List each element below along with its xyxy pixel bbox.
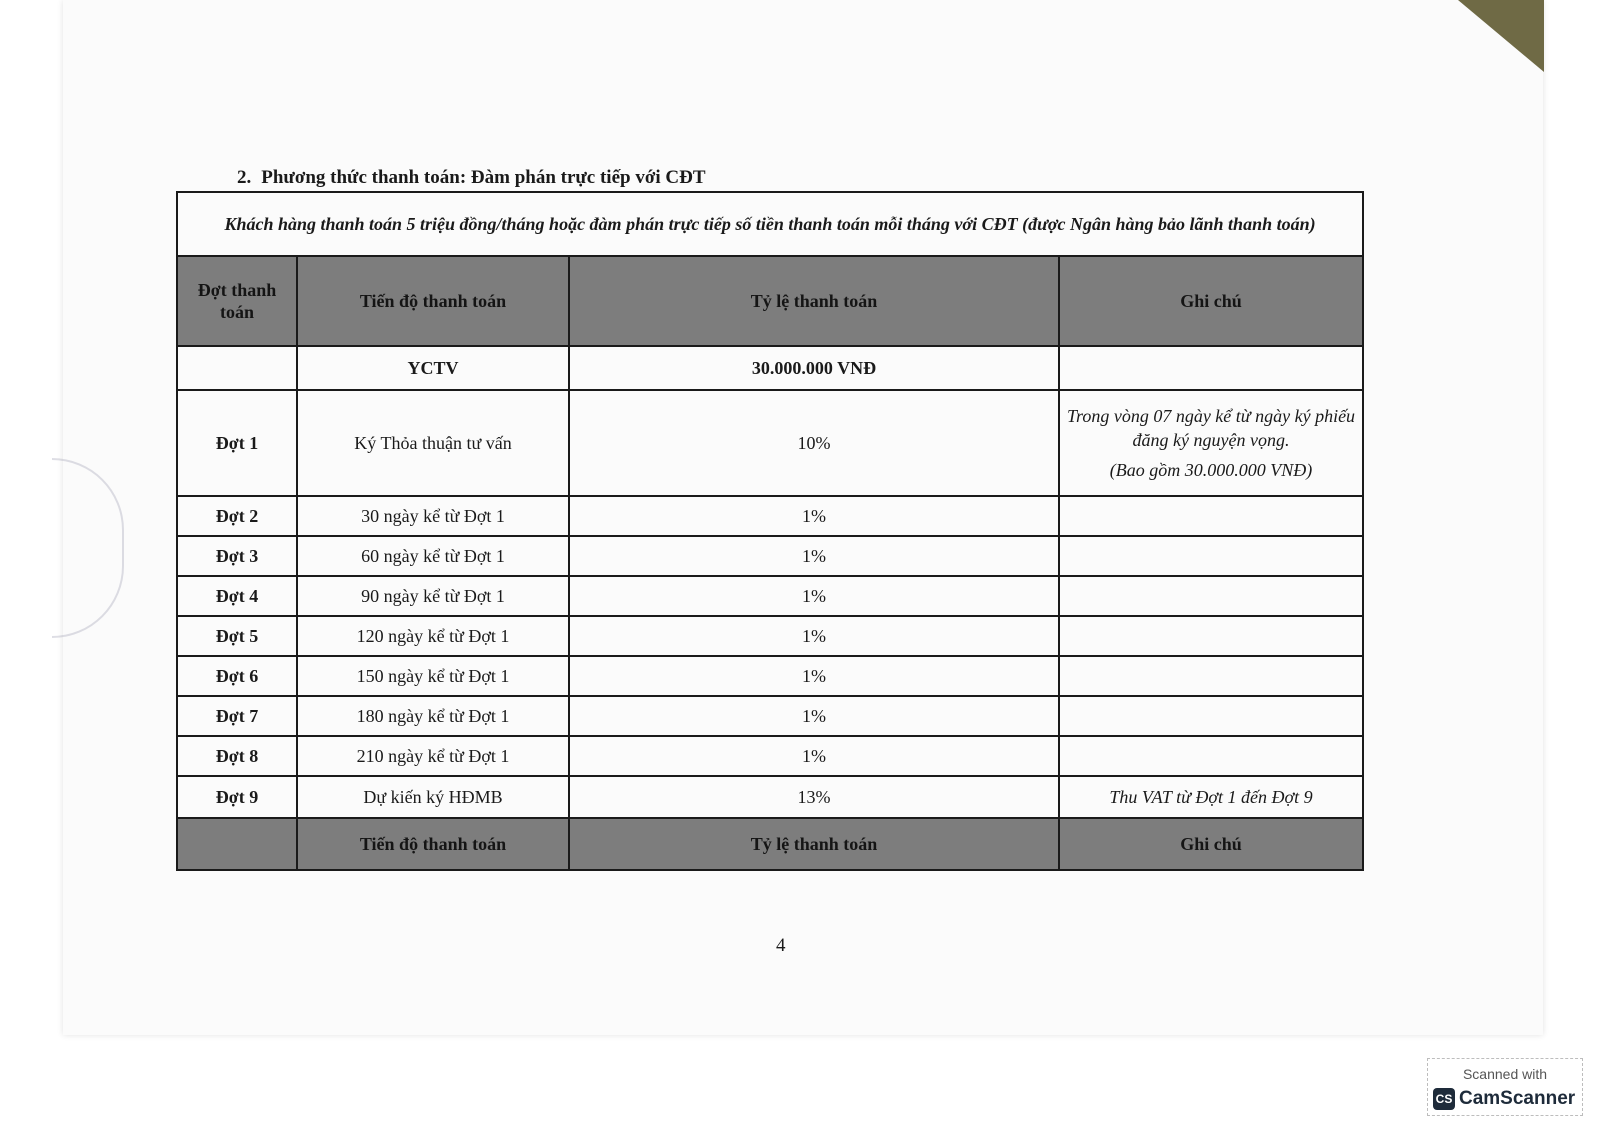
row-progress: 60 ngày kể từ Đợt 1 bbox=[297, 536, 569, 576]
row-note bbox=[1059, 390, 1363, 496]
row-progress: 210 ngày kể từ Đợt 1 bbox=[297, 736, 569, 776]
row-rate: 1% bbox=[569, 576, 1059, 616]
table-row bbox=[177, 496, 1363, 536]
camscanner-logo-icon: CS bbox=[1433, 1088, 1455, 1110]
footer-rate: Tỷ lệ thanh toán bbox=[569, 818, 1059, 870]
note-line-1: Trong vòng 07 ngày kể từ ngày ký phiếu đăng ký nguyện vọng. bbox=[1066, 406, 1356, 450]
row-note bbox=[1059, 616, 1363, 656]
table-banner: Khách hàng thanh toán 5 triệu đồng/tháng hoặc đàm phán trực tiếp số tiền thanh toán mỗi tháng với CĐT (được Ngân hàng bảo lãnh thanh toán) bbox=[177, 192, 1363, 256]
table-row bbox=[177, 776, 1363, 818]
payment-schedule-table bbox=[176, 191, 1364, 871]
row-note bbox=[1059, 496, 1363, 536]
row-period: Đợt 6 bbox=[177, 656, 297, 696]
scanner-caption: Scanned with bbox=[1462, 1066, 1548, 1082]
row-note bbox=[1059, 696, 1363, 736]
row-rate: 30.000.000 VNĐ bbox=[569, 346, 1059, 390]
scanner-brand: CamScanner bbox=[1459, 1088, 1576, 1109]
row-progress: YCTV bbox=[297, 346, 569, 390]
row-note bbox=[1059, 536, 1363, 576]
row-note bbox=[1059, 736, 1363, 776]
row-progress: 30 ngày kể từ Đợt 1 bbox=[297, 496, 569, 536]
table-row bbox=[177, 616, 1363, 656]
note-line-2: (Bao gồm 30.000.000 VNĐ) bbox=[1109, 460, 1313, 480]
table-row bbox=[177, 656, 1363, 696]
section-heading bbox=[237, 167, 706, 189]
table-row bbox=[177, 536, 1363, 576]
table-row bbox=[177, 390, 1363, 496]
row-progress: 90 ngày kể từ Đợt 1 bbox=[297, 576, 569, 616]
row-progress: 120 ngày kể từ Đợt 1 bbox=[297, 616, 569, 656]
row-progress: 180 ngày kể từ Đợt 1 bbox=[297, 696, 569, 736]
table-row bbox=[177, 576, 1363, 616]
table-row bbox=[177, 346, 1363, 390]
camscanner-badge bbox=[1427, 1058, 1583, 1116]
row-rate: 1% bbox=[569, 616, 1059, 656]
table-row bbox=[177, 696, 1363, 736]
row-rate: 1% bbox=[569, 696, 1059, 736]
folded-corner bbox=[1458, 0, 1544, 72]
table-footer-row bbox=[177, 818, 1363, 870]
row-period: Đợt 3 bbox=[177, 536, 297, 576]
section-number: 2. bbox=[237, 167, 252, 188]
table-banner-row bbox=[177, 192, 1363, 256]
row-rate: 10% bbox=[569, 390, 1059, 496]
row-period bbox=[177, 346, 297, 390]
footer-period bbox=[177, 818, 297, 870]
row-rate: 1% bbox=[569, 736, 1059, 776]
row-progress: 150 ngày kể từ Đợt 1 bbox=[297, 656, 569, 696]
row-note: Thu VAT từ Đợt 1 đến Đợt 9 bbox=[1059, 776, 1363, 818]
row-period: Đợt 8 bbox=[177, 736, 297, 776]
row-period: Đợt 9 bbox=[177, 776, 297, 818]
row-note bbox=[1059, 346, 1363, 390]
row-note bbox=[1059, 576, 1363, 616]
row-rate: 13% bbox=[569, 776, 1059, 818]
row-period: Đợt 4 bbox=[177, 576, 297, 616]
row-period: Đợt 1 bbox=[177, 390, 297, 496]
row-note bbox=[1059, 656, 1363, 696]
row-rate: 1% bbox=[569, 536, 1059, 576]
row-progress: Ký Thỏa thuận tư vấn bbox=[297, 390, 569, 496]
footer-progress: Tiến độ thanh toán bbox=[297, 818, 569, 870]
row-progress: Dự kiến ký HĐMB bbox=[297, 776, 569, 818]
header-progress: Tiến độ thanh toán bbox=[297, 256, 569, 346]
row-rate: 1% bbox=[569, 496, 1059, 536]
table-row bbox=[177, 736, 1363, 776]
footer-note: Ghi chú bbox=[1059, 818, 1363, 870]
header-note: Ghi chú bbox=[1059, 256, 1363, 346]
header-rate: Tỷ lệ thanh toán bbox=[569, 256, 1059, 346]
header-period: Đợt thanh toán bbox=[177, 256, 297, 346]
row-rate: 1% bbox=[569, 656, 1059, 696]
row-period: Đợt 5 bbox=[177, 616, 297, 656]
page-number: 4 bbox=[776, 935, 786, 956]
section-title: Phương thức thanh toán: Đàm phán trực tiếp với CĐT bbox=[261, 167, 706, 188]
row-period: Đợt 2 bbox=[177, 496, 297, 536]
row-period: Đợt 7 bbox=[177, 696, 297, 736]
table-header-row bbox=[177, 256, 1363, 346]
